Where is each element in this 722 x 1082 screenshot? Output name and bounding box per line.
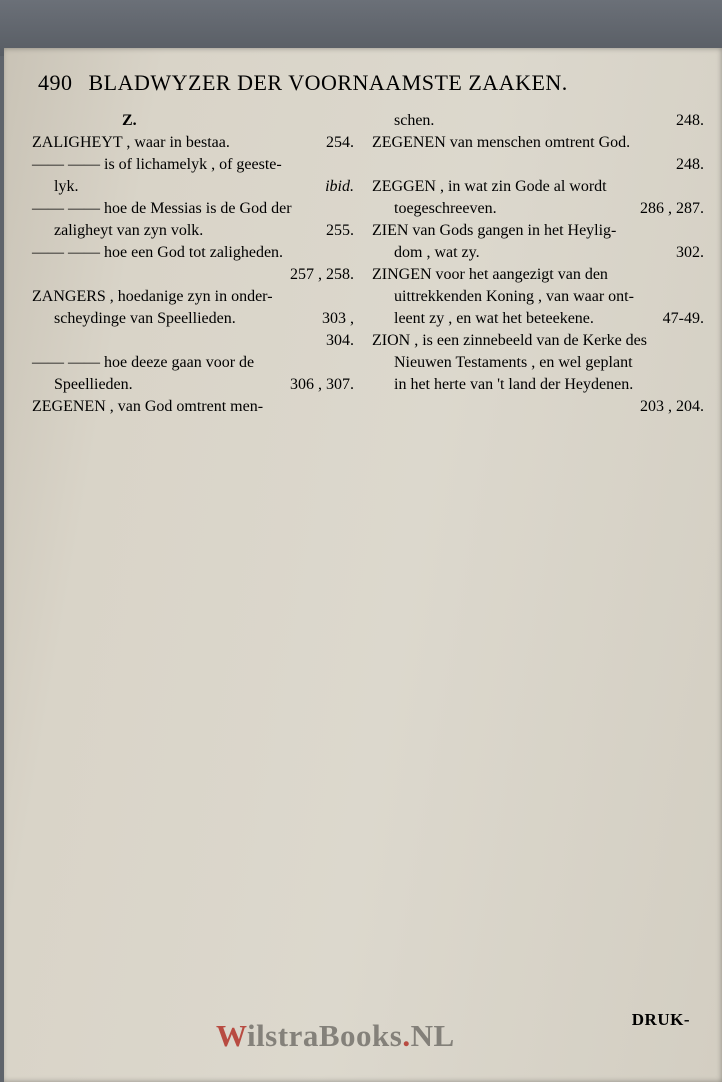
- watermark-name: ilstraBooks: [246, 1018, 403, 1053]
- entry-text: uittrekkenden Koning , van waar ont-: [394, 288, 634, 305]
- index-entry: [372, 286, 704, 308]
- page-ref: 248.: [676, 112, 704, 129]
- entry-text: —— —— is of lichamelyk , of geeste-: [32, 156, 282, 173]
- right-column: [372, 110, 704, 418]
- index-entry: [372, 242, 704, 264]
- entry-text: —— —— hoe een God tot zaligheden.: [32, 244, 284, 261]
- entry-text: ZALIGHEYT , waar in bestaa.: [32, 134, 230, 151]
- page-ref: 303 ,: [322, 310, 354, 327]
- catchword: DRUK-: [631, 1010, 690, 1029]
- index-entry: [32, 264, 354, 286]
- index-entry: [372, 110, 704, 132]
- entry-text: Nieuwen Testaments , en wel geplant: [394, 354, 633, 371]
- index-entry: [32, 220, 354, 242]
- index-entry: [372, 198, 704, 220]
- entry-text: ZEGGEN , in wat zin Gode al wordt: [372, 178, 607, 195]
- entry-text: ZEGENEN , van God omtrent men-: [32, 398, 264, 415]
- index-entry: [372, 308, 704, 330]
- left-column: [32, 110, 354, 418]
- index-entry: [32, 154, 354, 176]
- page-ref: 306 , 307.: [290, 376, 354, 393]
- page-ref: 254.: [326, 134, 354, 151]
- index-entry: [372, 264, 704, 286]
- watermark-initial: W: [216, 1018, 247, 1053]
- page-ref: 286 , 287.: [640, 200, 704, 217]
- index-entry: [372, 352, 704, 374]
- index-entry: [372, 330, 704, 352]
- index-entry: [32, 396, 354, 418]
- page-number: 490: [38, 70, 73, 95]
- entry-text: ZIEN van Gods gangen in het Heylig-: [372, 222, 617, 239]
- entry-text: ZANGERS , hoedanige zyn in onder-: [32, 288, 273, 305]
- page-ref: 255.: [326, 222, 354, 239]
- page-ref: ibid.: [325, 178, 354, 195]
- index-entry: [32, 242, 354, 264]
- entry-text: leent zy , en wat het beteekene.: [394, 310, 594, 327]
- index-entry: [372, 176, 704, 198]
- entry-text: schen.: [394, 112, 435, 129]
- entry-text: dom , wat zy.: [394, 244, 480, 261]
- page-ref: 248.: [676, 156, 704, 173]
- entry-text: —— —— hoe deeze gaan voor de: [32, 354, 255, 371]
- watermark-tld: NL: [410, 1018, 455, 1053]
- index-entry: [32, 176, 354, 198]
- page-ref: 304.: [326, 332, 354, 349]
- page-ref: 257 , 258.: [290, 266, 354, 283]
- index-entry: [32, 352, 354, 374]
- index-entry: [372, 396, 704, 418]
- watermark-dot: .: [402, 1018, 411, 1053]
- watermark-logo: [216, 1018, 455, 1054]
- entry-text: scheydinge van Speellieden.: [54, 310, 236, 327]
- index-entry: [32, 330, 354, 352]
- entry-text: —— —— hoe de Messias is de God der: [32, 200, 292, 217]
- index-entry: [32, 286, 354, 308]
- entry-text: ZION , is een zinnebeeld van de Kerke des: [372, 332, 647, 349]
- index-entry: [32, 308, 354, 330]
- page-ref: 302.: [676, 244, 704, 261]
- page-title: BLADWYZER DER VOORNAAMSTE ZAAKEN.: [88, 70, 568, 95]
- entry-text: in het herte van 't land der Heydenen.: [394, 376, 634, 393]
- entry-text: lyk.: [54, 178, 79, 195]
- index-entry: [372, 220, 704, 242]
- index-entry: [32, 132, 354, 154]
- index-entry: [372, 154, 704, 176]
- page-ref: 203 , 204.: [640, 398, 704, 415]
- index-entry: [372, 132, 704, 154]
- entry-text: Speellieden.: [54, 376, 133, 393]
- entry-text: ZEGENEN van menschen omtrent God.: [372, 134, 631, 151]
- entry-text: zaligheyt van zyn volk.: [54, 222, 204, 239]
- index-entry: [32, 198, 354, 220]
- entry-text: ZINGEN voor het aangezigt van den: [372, 266, 608, 283]
- running-header: [38, 70, 678, 100]
- section-letter: Z.: [122, 112, 137, 129]
- index-entry: [372, 374, 704, 396]
- page-ref: 47-49.: [662, 310, 704, 327]
- index-entry: [32, 374, 354, 396]
- entry-text: toegeschreeven.: [394, 200, 497, 217]
